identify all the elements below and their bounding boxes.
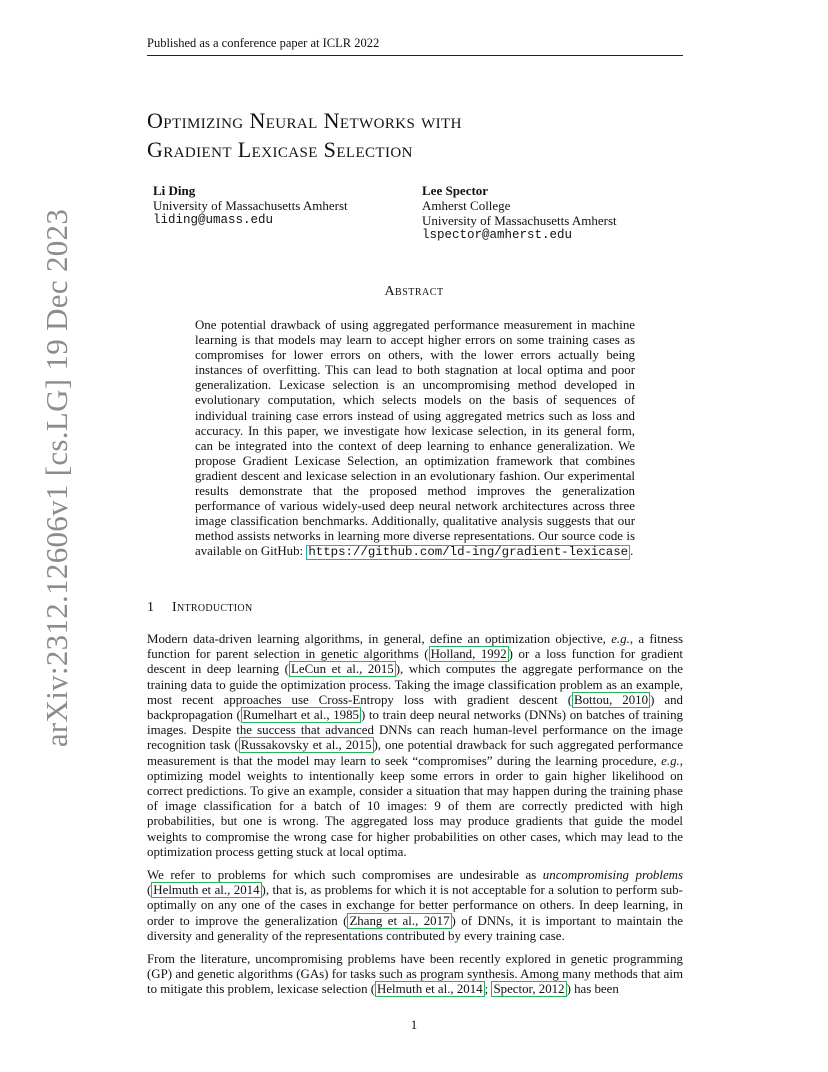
text-run: ), one potential drawback for such aggregated performance measurement is that the model may learn to seek “compromises” during the learning procedure, xyxy=(147,738,683,768)
abstract-body: One potential drawback of using aggregated performance measurement in machine learning is that models may learn to accept higher errors on some training cases as compromises for lower errors on others, with the lower errors actually being instances of overfitting. This can lead to both stagnation at local optima and poor generalization. Lexicase selection is an uncompromising method developed in evolutionary computation, which selects models on the basis of sequences of individual training case errors instead of using aggregated metrics such as loss and accuracy. In this paper, we investigate how lexicase selection, in its general form, can be integrated into the context of deep learning to enhance generalization. We propose Gradient Lexicase Selection, an optimization framework that combines gradient descent and lexicase selection in an evolutionary fashion. Our experimental results demonstrate that the proposed method improves the generalization performance of various widely-used deep neural network architectures across three image classification benchmarks. Additionally, qualitative analysis suggests that our method assists networks in learning more diverse representations. Our source code is available on GitHub: xyxy=(195,318,635,559)
citation-link[interactable]: Zhang et al., 2017 xyxy=(349,913,450,928)
citation-link[interactable]: Rumelhart et al., 1985 xyxy=(242,708,359,723)
emphasis: e.g. xyxy=(611,632,630,646)
text-run: , a fitness function for parent selection in genetic algorithms ( xyxy=(147,632,683,662)
author-email[interactable]: liding@umass.edu xyxy=(153,213,274,227)
running-header: Published as a conference paper at ICLR 2022 xyxy=(147,36,683,56)
emphasis: uncompromising problems xyxy=(542,868,684,883)
text-run: Modern data-driven learning algorithms, in general, define an optimization objective, xyxy=(147,632,612,646)
paragraph-2 xyxy=(147,868,683,944)
title-line-1: Optimizing Neural Networks with xyxy=(147,108,462,133)
citation-link[interactable]: Bottou, 2010 xyxy=(573,692,649,707)
text-run: ) or a loss function for gradient descent in deep learning ( xyxy=(147,647,684,677)
citation-link[interactable]: Helmuth et al., 2014 xyxy=(153,883,260,898)
title-line-2: Gradient Lexicase Selection xyxy=(147,137,413,162)
author-email[interactable]: lspector@amherst.edu xyxy=(422,228,573,242)
abstract-period: . xyxy=(630,544,634,559)
text-run: ), that is, as problems for which it is not acceptable for a solution to perform sub-optimally on any one of the cases in exchange for better performance on others. In deep learning, in order to improve the generalization ( xyxy=(147,883,683,928)
citation-link[interactable]: Helmuth et al., 2014 xyxy=(377,982,483,997)
section-body xyxy=(147,632,683,1006)
text-run: ) to train deep neural networks (DNNs) on batches of training images. Despite the success that advanced DNNs can reach human-level performance on the image recognition task ( xyxy=(147,708,684,753)
author-name: Li Ding xyxy=(153,183,196,198)
paragraph-1 xyxy=(147,632,683,860)
text-run: ( xyxy=(147,883,152,898)
text-run: ) and backpropagation ( xyxy=(147,692,683,723)
abstract-heading: Abstract xyxy=(384,284,444,299)
text-run: ; xyxy=(484,982,492,997)
text-run: ), which computes the aggregate performance on the training data to guide the optimization process. Taking the image classification problem as an example, most recent approaches use Cross-Entropy loss with gradient descent ( xyxy=(147,662,683,707)
text-run: We refer to problems for which such compromises are undesirable as xyxy=(147,868,543,883)
author-affiliation: University of Massachusetts Amherst xyxy=(153,198,348,213)
citation-link[interactable]: Holland, 1992 xyxy=(430,647,507,662)
section-heading xyxy=(147,600,252,616)
text-run: From the literature, uncompromising problems have been recently explored in genetic programming (GP) and genetic algorithms (GAs) for tasks such as program synthesis. Among many methods that aim to mitigate this problem, lexicase selection ( xyxy=(147,952,683,997)
author-block-1 xyxy=(153,183,348,228)
citation-link[interactable]: Russakovsky et al., 2015 xyxy=(240,738,372,753)
section-title: Introduction xyxy=(172,600,253,615)
page-number: 1 xyxy=(410,1017,418,1032)
paragraph-3 xyxy=(147,952,683,998)
arxiv-stamp: arXiv:2312.12606v1 [cs.LG] 19 Dec 2023 xyxy=(39,208,74,748)
text-run: ) of DNNs, it is important to maintain the diversity and generality of the representations contributed by every training case. xyxy=(147,913,683,943)
author-name: Lee Spector xyxy=(422,183,489,198)
citation-link[interactable]: Spector, 2012 xyxy=(493,982,565,997)
abstract-text xyxy=(195,318,635,560)
section-number: 1 xyxy=(147,600,154,615)
citation-link[interactable]: LeCun et al., 2015 xyxy=(290,662,394,677)
author-block-2 xyxy=(422,183,617,243)
author-affiliation: University of Massachusetts Amherst xyxy=(422,213,617,228)
paper-title xyxy=(147,106,707,164)
text-run: ) has been xyxy=(566,982,619,997)
emphasis: e.g. xyxy=(661,753,680,768)
author-affiliation: Amherst College xyxy=(422,198,511,213)
text-run: , optimizing model weights to intentionally keep some errors in order to gain higher likelihood on correct predictions. To give an example, consider a situation that may happen during the training phase of image classification for a batch of 10 images: 9 of them are correctly predicted with high probabilities, but one is wrong. The aggregated loss may produce gradients that guide the model weights to compromise the wrong case for higher probabilities on other cases, which may lead to the optimization process getting stuck at local optima. xyxy=(147,753,683,859)
github-link[interactable]: https://github.com/ld-ing/gradient-lexicase xyxy=(308,545,629,560)
